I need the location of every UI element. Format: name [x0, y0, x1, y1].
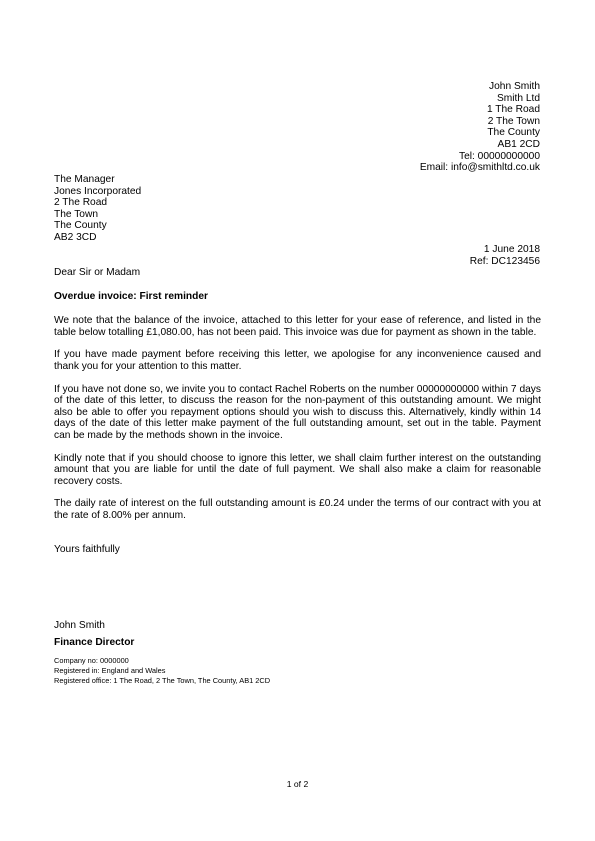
signatory-title: Finance Director	[54, 637, 135, 648]
sender-address-block	[420, 81, 540, 174]
paragraph: Kindly note that if you should choose to ignore this letter, we shall claim further interest on the outstanding amount that you are liable for until the date of full payment. We shall also make a claim for reasonable recovery costs.	[54, 452, 541, 487]
sender-county: The County	[487, 127, 540, 139]
letter-reference: Ref: DC123456	[469, 255, 540, 267]
paragraph: We note that the balance of the invoice, attached to this letter for your ease of reference, and listed in the table below totalling £1,080.00, has not been paid. This invoice was due for payment as shown in the table.	[54, 315, 541, 338]
recipient-address-block	[54, 174, 141, 244]
paragraph: The daily rate of interest on the full outstanding amount is £0.24 under the terms of our contract with you at the rate of 8.00% per annum.	[54, 498, 541, 521]
recipient-address-line1: 2 The Road	[54, 197, 108, 209]
recipient-postcode: AB2 3CD	[54, 231, 97, 243]
recipient-county: The County	[54, 220, 107, 232]
subject-line: Overdue invoice: First reminder	[54, 290, 208, 302]
date-reference-block	[470, 244, 540, 267]
recipient-address-line2: The Town	[54, 208, 98, 220]
paragraph: If you have not done so, we invite you to contact Rachel Roberts on the number 00000000000 within 7 days of the date of this letter, to discuss the reason for the non-payment of this outstanding amount. We might also be able to offer you repayment options should you wish to discuss this. Alternatively, kindly within 14 days of the date of this letter make payment of the full outstanding amount, set out in the table. Payment can be made by the methods shown in the invoice.	[54, 383, 541, 441]
salutation: Dear Sir or Madam	[54, 267, 141, 278]
recipient-company: Jones Incorporated	[54, 185, 142, 197]
company-registered-office: Registered office: 1 The Road, 2 The Town, The County, AB1 2CD	[54, 675, 271, 685]
letter-date: 1 June 2018	[483, 244, 540, 255]
paragraph: If you have made payment before receiving this letter, we apologise for any inconvenience caused and thank you for your attention to this matter.	[54, 349, 541, 372]
sender-tel: Tel: 00000000000	[458, 150, 540, 162]
sender-company: Smith Ltd	[496, 92, 540, 104]
sender-postcode: AB1 2CD	[497, 138, 540, 150]
company-registered-in: Registered in: England and Wales	[54, 665, 166, 675]
recipient-title: The Manager	[54, 174, 115, 185]
letter-body	[54, 267, 541, 555]
sender-address-line1: 1 The Road	[486, 104, 540, 116]
sender-name: John Smith	[489, 81, 540, 92]
sender-address-line2: 2 The Town	[487, 115, 540, 127]
closing: Yours faithfully	[54, 543, 120, 555]
page-number: 1 of 2	[286, 779, 309, 789]
company-info-block	[54, 656, 270, 685]
sender-email: Email: info@smithltd.co.uk	[419, 162, 540, 174]
signatory-name: John Smith	[54, 620, 105, 631]
company-number: Company no: 0000000	[54, 656, 129, 665]
